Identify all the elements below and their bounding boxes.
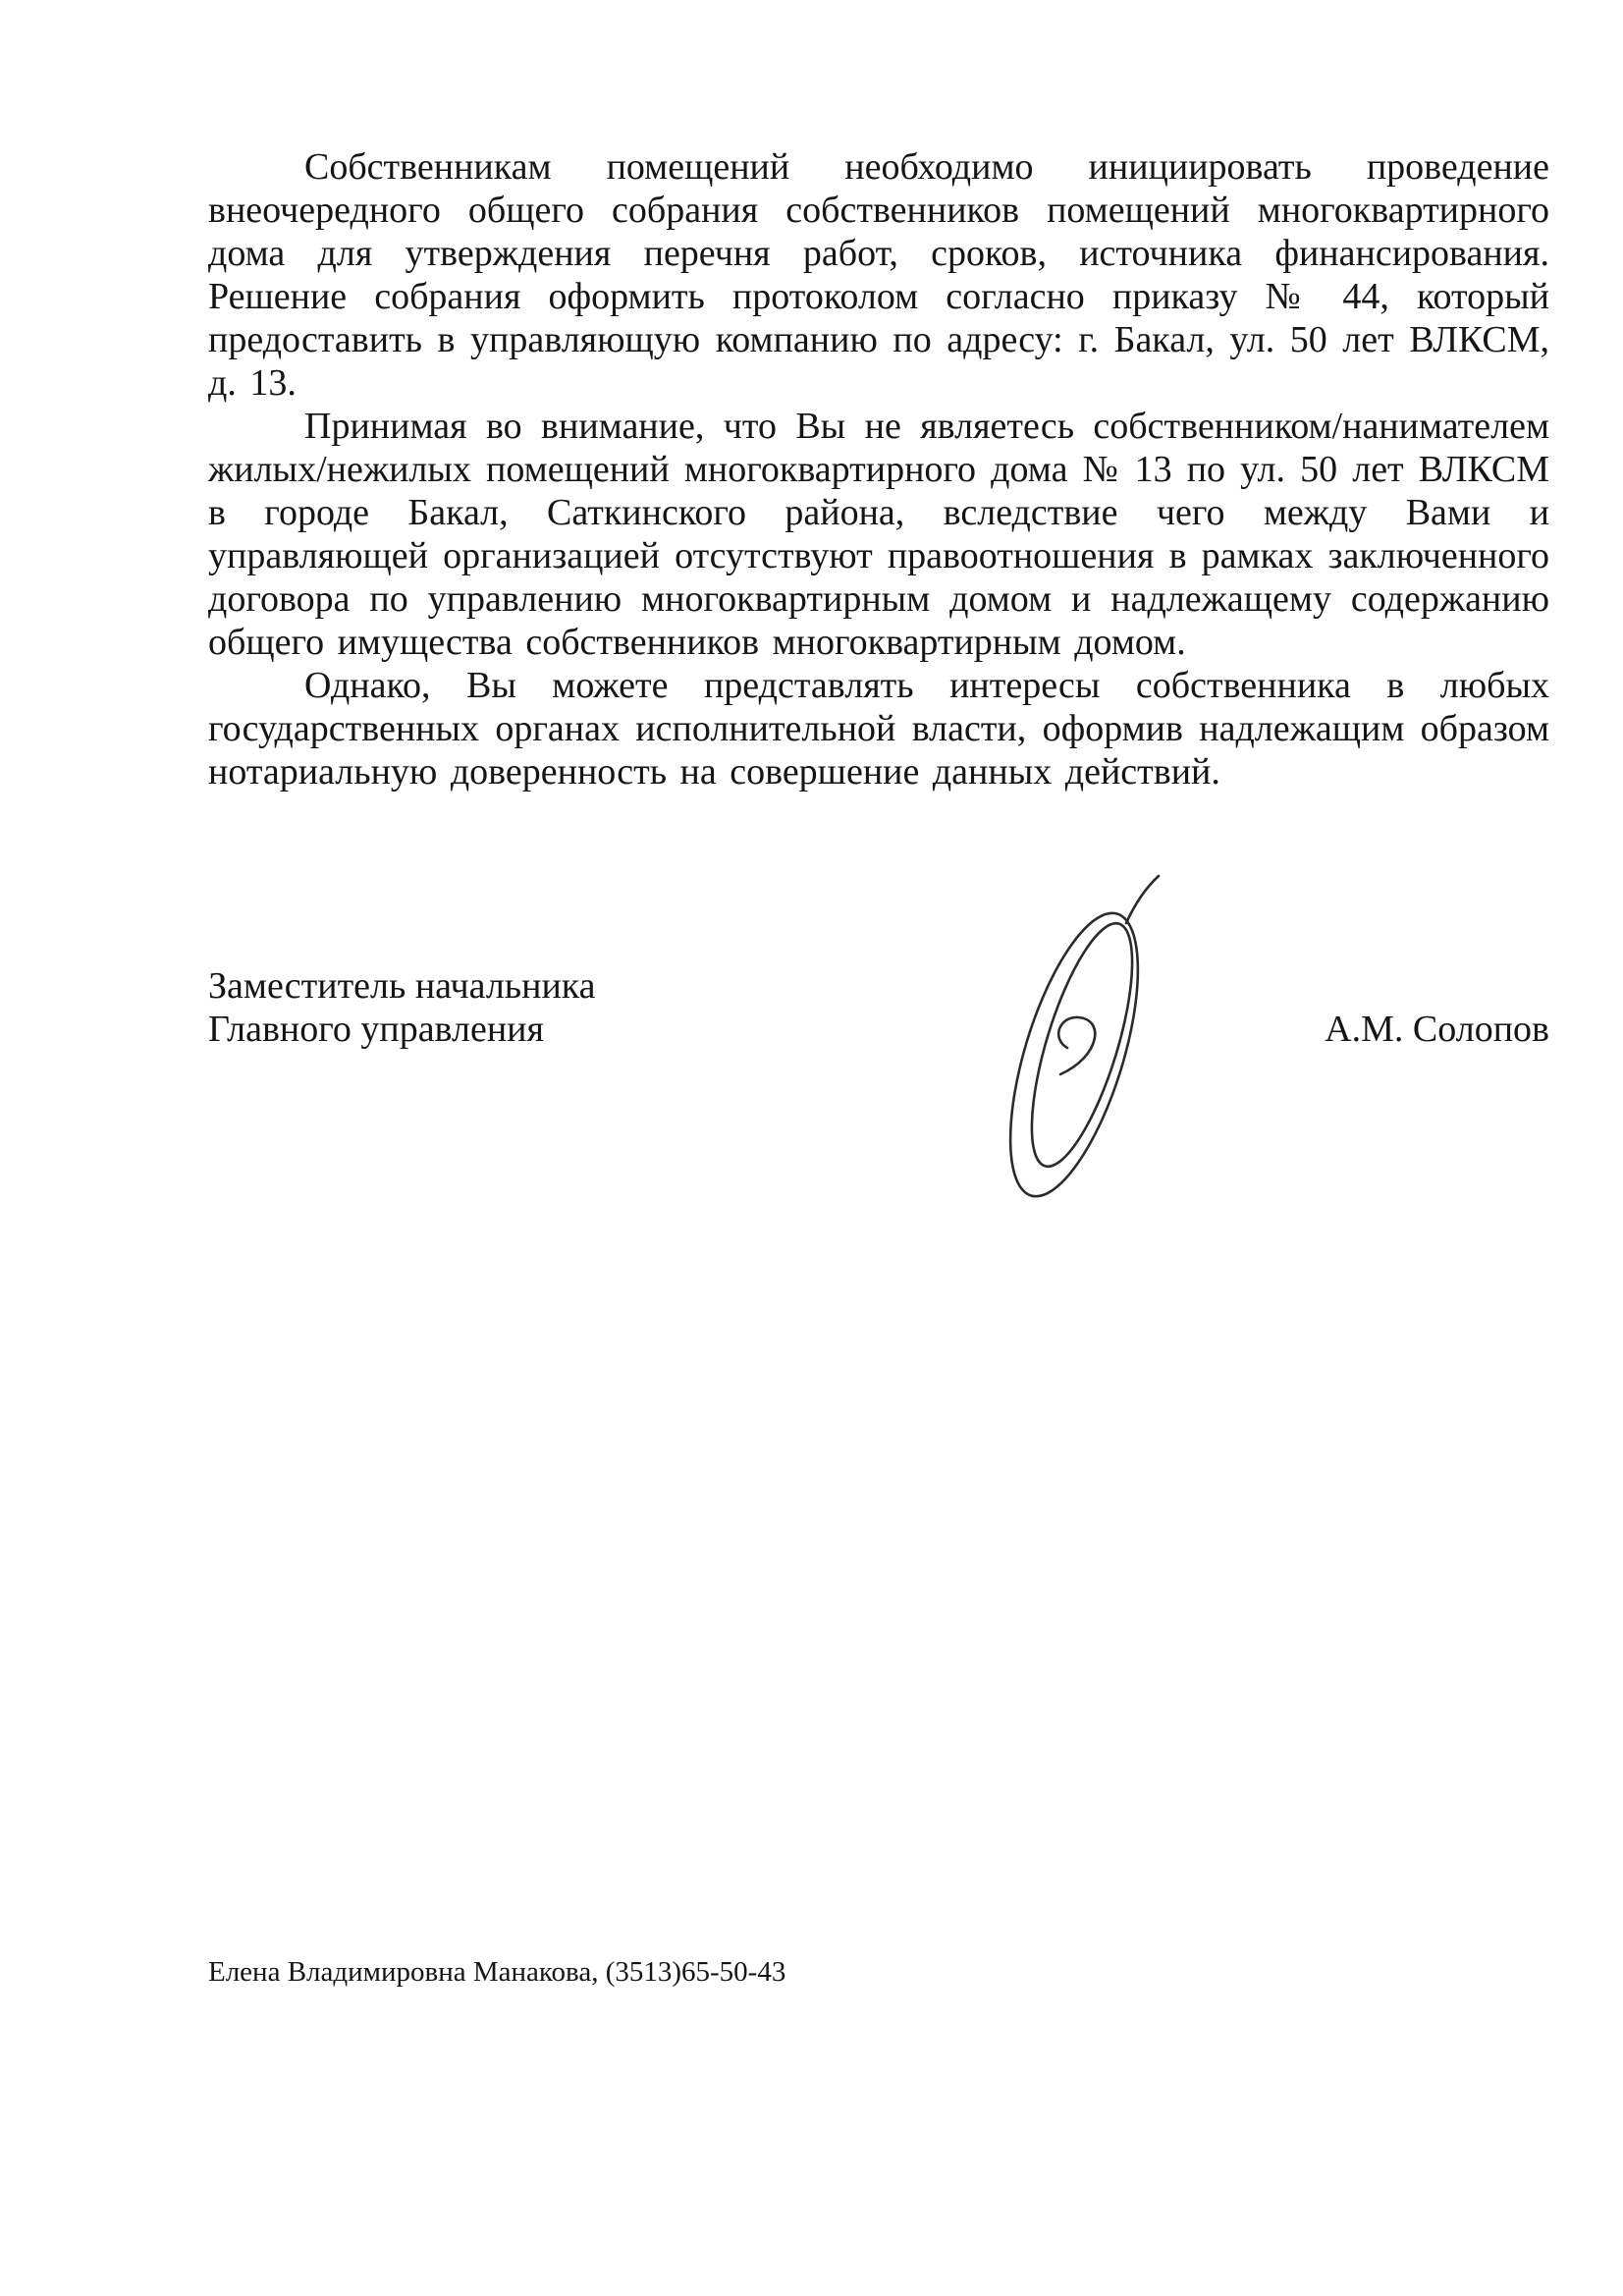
executor-contact-line: Елена Владимировна Манакова, (3513)65-50-43 (208, 1956, 786, 1988)
letter-body (208, 145, 1549, 793)
body-paragraph: Принимая во внимание, что Вы не являетесь собственником/нанимателем жилых/нежилых помещений многоквартирного дома № 13 по ул. 50 лет ВЛКСМ в городе Бакал, Саткинского района, вследствие чего между Вами и управляющей организацией отсутствуют правоотношения в рамках заключенного договора по управлению многоквартирным домом и надлежащему содержанию общего имущества собственников многоквартирным домом. (208, 406, 1549, 663)
body-paragraph: Однако, Вы можете представлять интересы собственника в любых государственных органах исполнительной власти, оформив надлежащим образом нотариальную доверенность на совершение данных действий. (208, 665, 1549, 793)
signoff-position (208, 964, 596, 1051)
signoff-block (208, 964, 1549, 1051)
body-paragraph: Собственникам помещений необходимо инициировать проведение внеочередного общего собрания собственников помещений многоквартирного дома для утверждения перечня работ, сроков, источника финансирования. Решение собрания оформить протоколом согласно приказу № 44, который предоставить в управляющую компанию по адресу: г. Бакал, ул. 50 лет ВЛКСМ, д. 13. (208, 146, 1549, 404)
signoff-position-line1: Заместитель начальника (208, 965, 596, 1007)
signoff-position-line2: Главного управления (208, 1009, 544, 1050)
signatory-name: А.М. Солопов (1325, 1009, 1549, 1050)
